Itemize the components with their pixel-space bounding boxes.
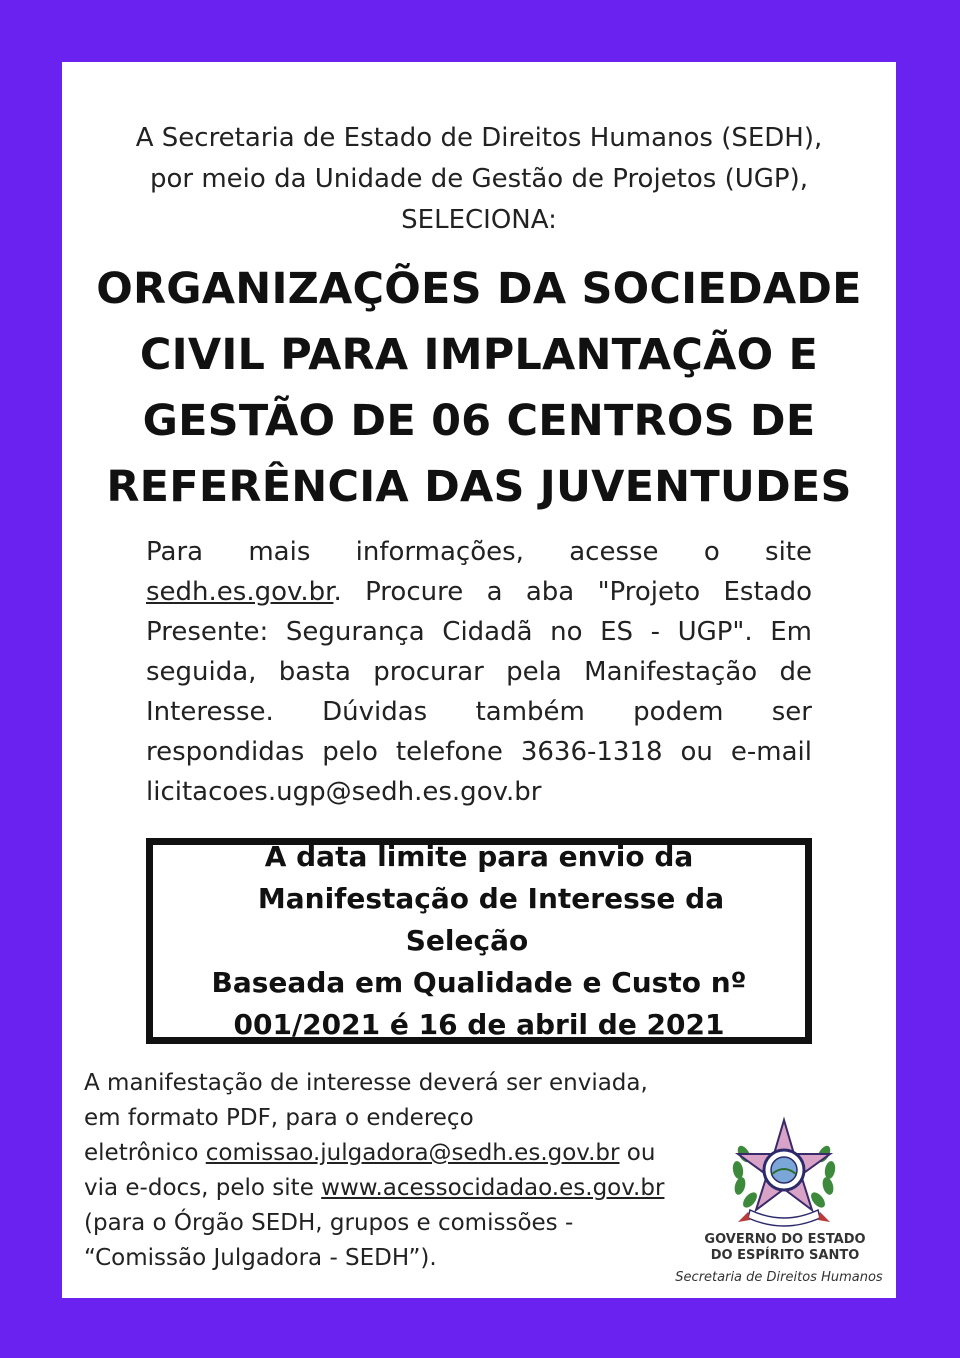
secretaria-name: Secretaria de Direitos Humanos <box>675 1270 883 1285</box>
deadline-line: 001/2021 é 16 de abril de 2021 <box>233 1008 725 1041</box>
headline <box>82 256 876 520</box>
deadline-line: Baseada em Qualidade e Custo nº <box>211 966 747 999</box>
government-name <box>674 1232 896 1264</box>
info-paragraph <box>146 532 812 812</box>
footer-line: (para o Órgão SEDH, grupos e comissões - <box>84 1210 574 1236</box>
gov-line: DO ESPÍRITO SANTO <box>710 1248 860 1263</box>
footer-line: A manifestação de interesse deverá ser enviada, <box>84 1070 648 1096</box>
poster-card <box>62 62 896 1298</box>
footer-text-fragment: ou <box>619 1140 656 1166</box>
gov-line: GOVERNO DO ESTADO <box>704 1232 866 1247</box>
deadline-line: Manifestação de Interesse da Seleção <box>257 882 725 957</box>
footer-line <box>84 1136 684 1171</box>
headline-line: CIVIL PARA IMPLANTAÇÃO E <box>139 330 819 380</box>
footer-text-fragment: via e-docs, pelo site <box>84 1175 322 1201</box>
headline-line: REFERÊNCIA DAS JUVENTUDES <box>106 462 852 512</box>
footer-line: em formato PDF, para o endereço <box>84 1105 474 1131</box>
acessocidadao-site-link[interactable]: www.acessocidadao.es.gov.br <box>321 1175 665 1201</box>
deadline-text <box>153 836 805 1046</box>
state-coat-of-arms-icon <box>728 1114 840 1232</box>
intro-line: A Secretaria de Estado de Direitos Humanos (SEDH), <box>135 123 823 153</box>
commission-email-link[interactable]: comissao.julgadora@sedh.es.gov.br <box>205 1140 620 1166</box>
deadline-box <box>146 838 812 1044</box>
headline-line: ORGANIZAÇÕES DA SOCIEDADE <box>96 264 862 314</box>
sedh-site-link[interactable]: sedh.es.gov.br <box>146 577 334 607</box>
info-text: . Procure a aba "Projeto Estado Presente: Segurança Cidadã no ES - UGP". Em seguida, basta procurar pela Manifestação de Interesse. Dúvidas também podem ser respondidas pelo telefone 3636-1318 ou e-mail licitacoes.ugp@sedh.es.gov.br <box>146 577 812 807</box>
footer-text-fragment: eletrônico <box>84 1140 206 1166</box>
intro-line: SELECIONA: <box>401 205 557 235</box>
info-text: Para mais informações, acesse o site <box>146 537 812 567</box>
submission-instructions <box>84 1066 684 1276</box>
footer-line: “Comissão Julgadora - SEDH”). <box>84 1245 437 1271</box>
deadline-line: A data limite para envio da <box>264 840 694 873</box>
footer-line <box>84 1171 684 1206</box>
intro-text <box>62 118 896 241</box>
intro-line: por meio da Unidade de Gestão de Projetos (UGP), <box>149 164 809 194</box>
headline-line: GESTÃO DE 06 CENTROS DE <box>142 396 816 446</box>
